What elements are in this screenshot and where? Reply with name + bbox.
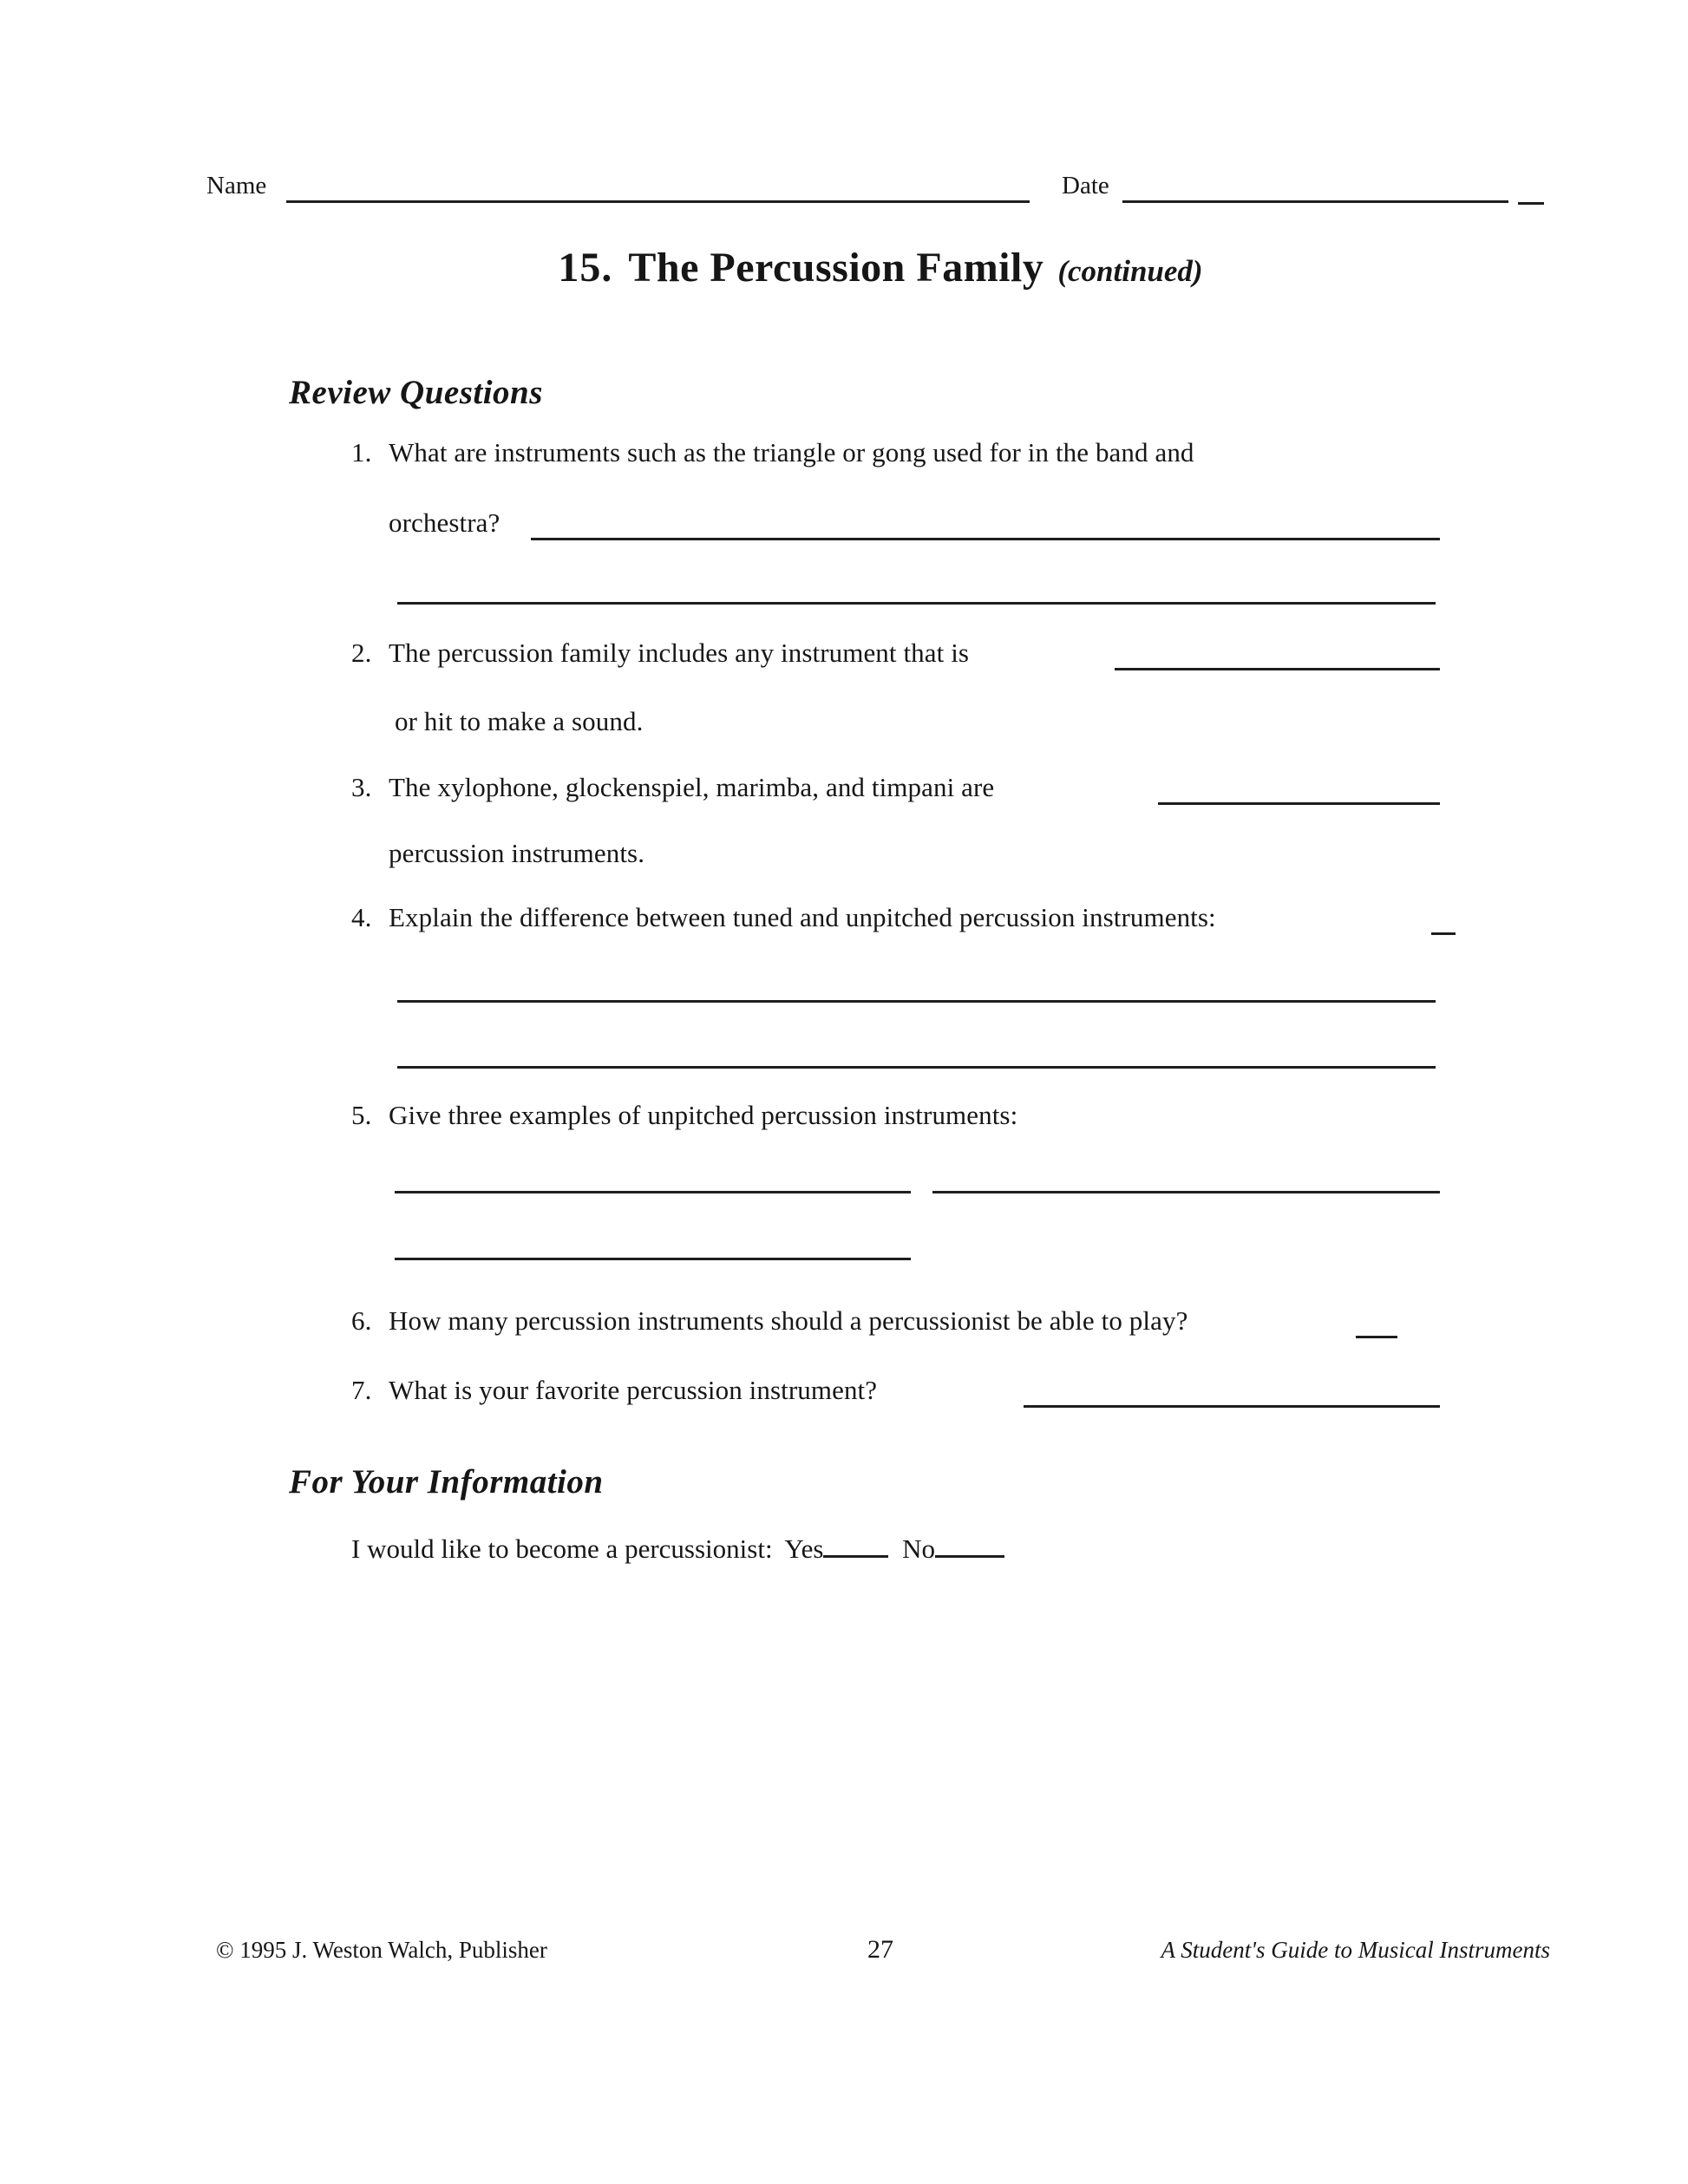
title-number: 15.: [558, 245, 613, 291]
footer-book-title: A Student's Guide to Musical Instruments: [1161, 1937, 1550, 1963]
no-blank-line: [935, 1531, 1004, 1558]
date-blank-dash: [1518, 202, 1544, 205]
yes-blank-line: [823, 1531, 888, 1558]
answer-blank-dash: [1356, 1336, 1397, 1338]
question-text: How many percussion instruments should a percussionist be able to play?: [389, 1305, 1188, 1336]
answer-blank-line: [1115, 668, 1440, 670]
question-number: 2.: [351, 638, 372, 668]
worksheet-title: [73, 244, 1688, 291]
question-1-continuation: orchestra?: [389, 507, 501, 538]
yes-label: Yes: [784, 1533, 824, 1564]
question-7: [351, 1375, 877, 1406]
title-continued: (continued): [1057, 254, 1203, 288]
date-label: Date: [1062, 172, 1109, 199]
question-text: The percussion family includes any instrument that is: [389, 638, 970, 668]
question-5: [351, 1100, 1017, 1131]
question-6: [351, 1305, 1187, 1337]
question-2: [351, 638, 969, 669]
question-text: Explain the difference between tuned and unpitched percussion instruments:: [389, 902, 1216, 932]
fyi-statement: I would like to become a percussionist:: [351, 1533, 773, 1564]
review-questions-heading: Review Questions: [289, 374, 543, 411]
answer-blank-line: [397, 602, 1436, 605]
fyi-statement-row: [351, 1531, 1004, 1565]
question-3-continuation: percussion instruments.: [389, 838, 645, 868]
answer-blank-line: [397, 1000, 1436, 1003]
answer-blank-line: [395, 1191, 911, 1193]
answer-blank-line: [395, 1258, 911, 1260]
question-text: What are instruments such as the triangle or gong used for in the band and: [389, 437, 1194, 468]
question-number: 3.: [351, 772, 372, 802]
question-text: What is your favorite percussion instrument?: [389, 1375, 878, 1405]
answer-blank-line: [932, 1191, 1440, 1193]
name-label: Name: [206, 172, 267, 199]
answer-blank-line: [397, 1066, 1436, 1069]
question-number: 4.: [351, 902, 372, 932]
name-blank-line: [286, 200, 1030, 203]
question-4: [351, 902, 1216, 933]
question-text: Give three examples of unpitched percussion instruments:: [389, 1100, 1018, 1130]
question-2-continuation: or hit to make a sound.: [395, 706, 644, 736]
question-number: 6.: [351, 1305, 372, 1336]
question-1: [351, 437, 1194, 468]
question-number: 7.: [351, 1375, 372, 1405]
answer-blank-line: [1024, 1405, 1440, 1408]
question-3: [351, 772, 994, 803]
answer-blank-line: [1158, 802, 1440, 805]
question-number: 1.: [351, 437, 372, 468]
title-text: The Percussion Family: [628, 245, 1044, 291]
footer-copyright: © 1995 J. Weston Walch, Publisher: [216, 1937, 547, 1963]
fyi-heading: For Your Information: [289, 1463, 604, 1501]
answer-blank-line: [531, 538, 1440, 540]
no-label: No: [902, 1533, 936, 1564]
question-number: 5.: [351, 1100, 372, 1130]
question-text: The xylophone, glockenspiel, marimba, and timpani are: [389, 772, 995, 802]
date-blank-line: [1122, 200, 1508, 203]
answer-blank-dash: [1431, 932, 1456, 935]
footer-page-number: 27: [867, 1935, 893, 1964]
